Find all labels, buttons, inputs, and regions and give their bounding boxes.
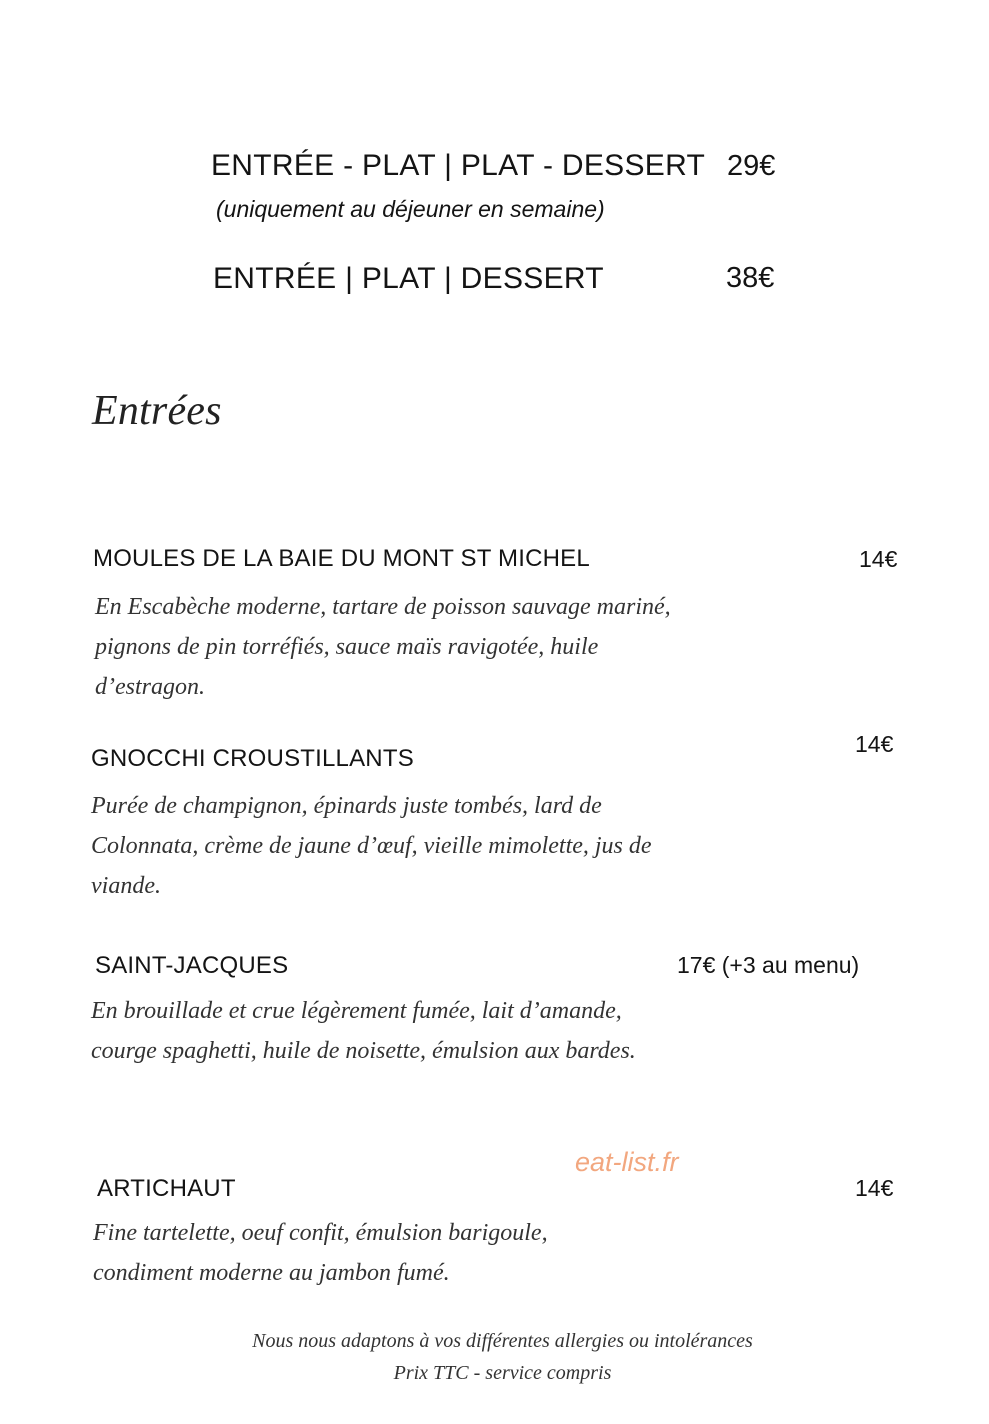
dish-1-name: MOULES DE LA BAIE DU MONT ST MICHEL [93,545,590,572]
formula-2-name: ENTRÉE | PLAT | DESSERT [213,262,604,295]
formula-1-name: ENTRÉE - PLAT | PLAT - DESSERT [211,149,706,182]
watermark: eat-list.fr [575,1147,679,1177]
dish-2-price: 14€ [855,731,894,757]
dish-4-description: Fine tartelette, oeuf confit, émulsion barigoule, condiment moderne au jambon fumé. [93,1220,548,1286]
dish-3-name: SAINT-JACQUES [95,952,289,979]
dish-2-name: GNOCCHI CROUSTILLANTS [91,745,414,772]
dish-1-price: 14€ [859,546,898,572]
dish-3-price: 17€ (+3 au menu) [677,952,860,978]
dish-4-name: ARTICHAUT [97,1175,236,1202]
footer-price-note: Prix TTC - service compris [393,1362,612,1384]
section-title: Entrées [92,388,222,434]
footer [0,1325,989,1389]
formula-2-price: 38€ [726,262,775,294]
dish-4-price: 14€ [855,1175,894,1201]
formula-1-note: (uniquement au déjeuner en semaine) [216,196,605,222]
footer-allergies-note: Nous nous adaptons à vos différentes allergies ou intolérances [252,1330,753,1352]
dish-2-description: Purée de champignon, épinards juste tombés, lard de Colonnata, crème de jaune d’œuf, vieille mimolette, jus de viande. [91,793,652,899]
dish-3-description: En brouillade et crue légèrement fumée, lait d’amande, courge spaghetti, huile de noisette, émulsion aux bardes. [91,998,636,1064]
formula-1-price: 29€ [727,150,776,182]
dish-1-description: En Escabèche moderne, tartare de poisson sauvage mariné, pignons de pin torréfiés, sauce maïs ravigotée, huile d’estragon. [95,594,671,700]
